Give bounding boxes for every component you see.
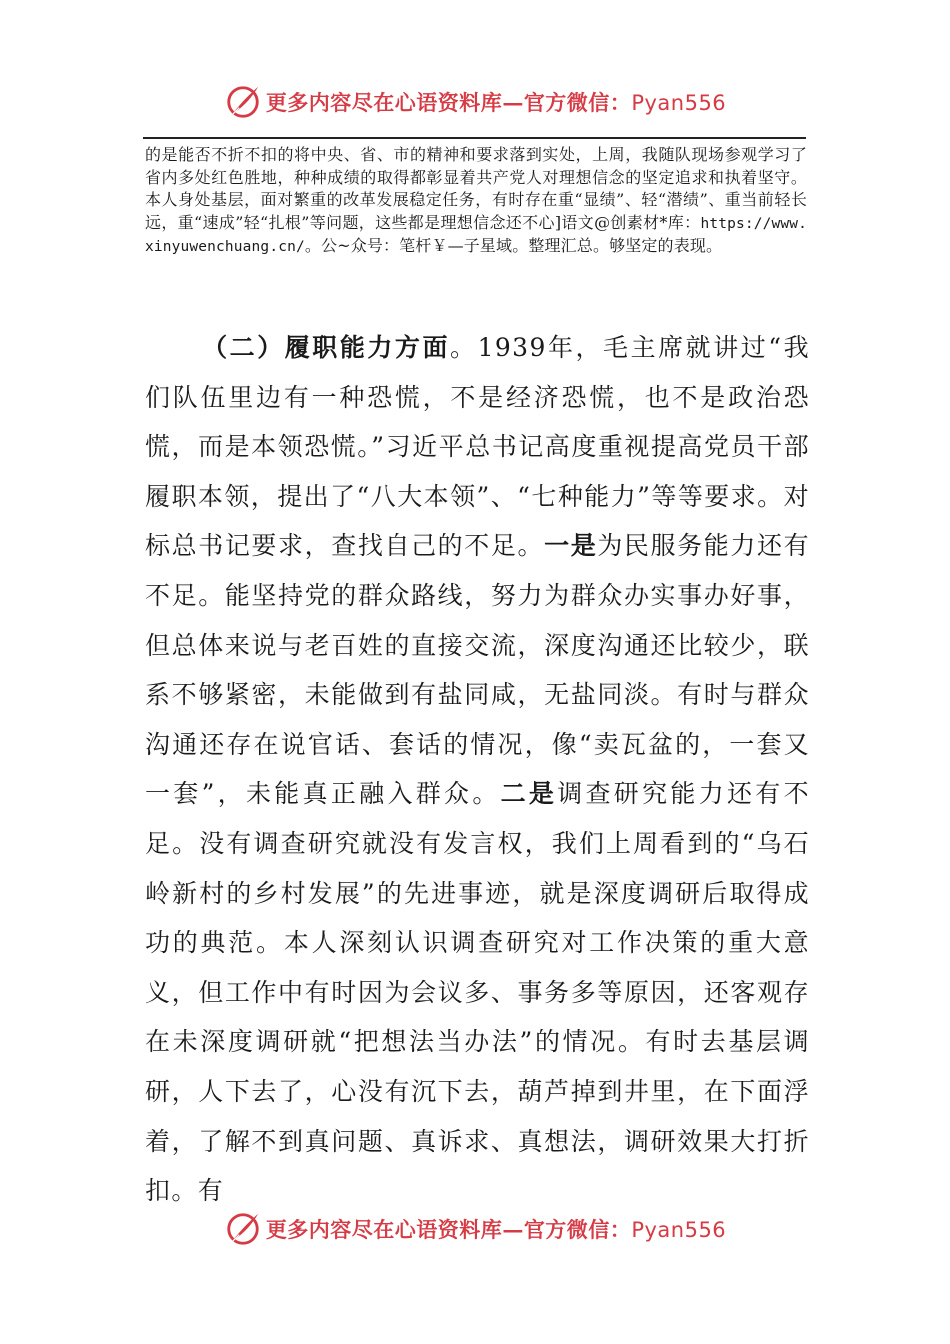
section-heading: （二）履职能力方面 <box>201 333 451 362</box>
banner-wechat-id: Pyan556 <box>631 91 727 115</box>
section-intro-text: 。1939年，毛主席就讲过“我们队伍里边有一种恐慌，不是经济恐慌，也不是政治恐慌，而是本领恐慌。”习近平总书记高度重视提高党员干部履职本领，提出了“八大本领”、“七种能力”等等要求。对标总书记要求，查找自己的不足。 <box>145 333 810 561</box>
banner-dash: — <box>502 90 524 115</box>
intro-text-2: 。公~众号：笔杆￥—子星域。整理汇总。够坚定的表现。 <box>304 236 723 255</box>
banner-text <box>266 1214 726 1244</box>
point-1-text: 为民服务能力还有不足。能坚持党的群众路线，努力为群众办实事办好事，但总体来说与老百姓的直接交流，深度沟通还比较少，联系不够紧密，未能做到有盐同咸，无盐同淡。有时与群众沟通还存在说官话、套话的情况，像“卖瓦盆的，一套又一套”，未能真正融入群众。 <box>145 531 810 809</box>
point-1-label: 一是 <box>544 531 598 561</box>
intro-text-1: 的是能否不折不扣的将中央、省、市的精神和要求落到实处，上周，我随队现场参观学习了省内多处红色胜地，种种成绩的取得都彰显着共产党人对理想信念的坚定追求和执着坚守。本人身处基层，面对繁重的改革发展稳定任务，有时存在重“显绩”、轻“潜绩”、重当前轻长远，重“速成”轻“扎根”等问题，这些都是理想信念还不心]语文@创素材*库： <box>145 145 807 232</box>
point-2-label: 二是 <box>500 779 558 809</box>
banner-wechat-label: 官方微信： <box>523 1217 632 1242</box>
point-2-text: 调查研究能力还有不足。没有调查研究就没有发言权，我们上周看到的“乌石岭新村的乡村发展”的先进事迹，就是深度调研后取得成功的典范。本人深刻认识调查研究对工作决策的重大意义，但工作中有时因为会议多、事务多等原因，还客观存在未深度调研就“把想法当办法”的情况。有时去基层调研，人下去了，心没有沉下去，葫芦掉到井里，在下面浮着，了解不到真问题、真诉求、真想法，调研效果大打折扣。有 <box>145 779 810 1206</box>
body-section <box>145 323 810 1216</box>
quill-logo-icon <box>224 83 262 121</box>
footer-banner <box>0 1207 950 1251</box>
banner-slogan: 更多内容尽在心语资料库 <box>265 90 503 115</box>
banner-slogan: 更多内容尽在心语资料库 <box>265 1217 503 1242</box>
banner-wechat-label: 官方微信： <box>523 90 632 115</box>
header-rule <box>143 137 806 139</box>
intro-paragraph <box>145 144 807 259</box>
banner-wechat-id: Pyan556 <box>631 1218 727 1242</box>
banner-dash: — <box>502 1217 524 1242</box>
body-paragraph <box>145 323 810 1216</box>
banner-text <box>266 87 726 117</box>
intro-url-link[interactable]: https://www.xinyuwenchuang.cn/ <box>145 215 807 255</box>
quill-logo-icon <box>224 1210 262 1248</box>
header-banner <box>0 80 950 124</box>
